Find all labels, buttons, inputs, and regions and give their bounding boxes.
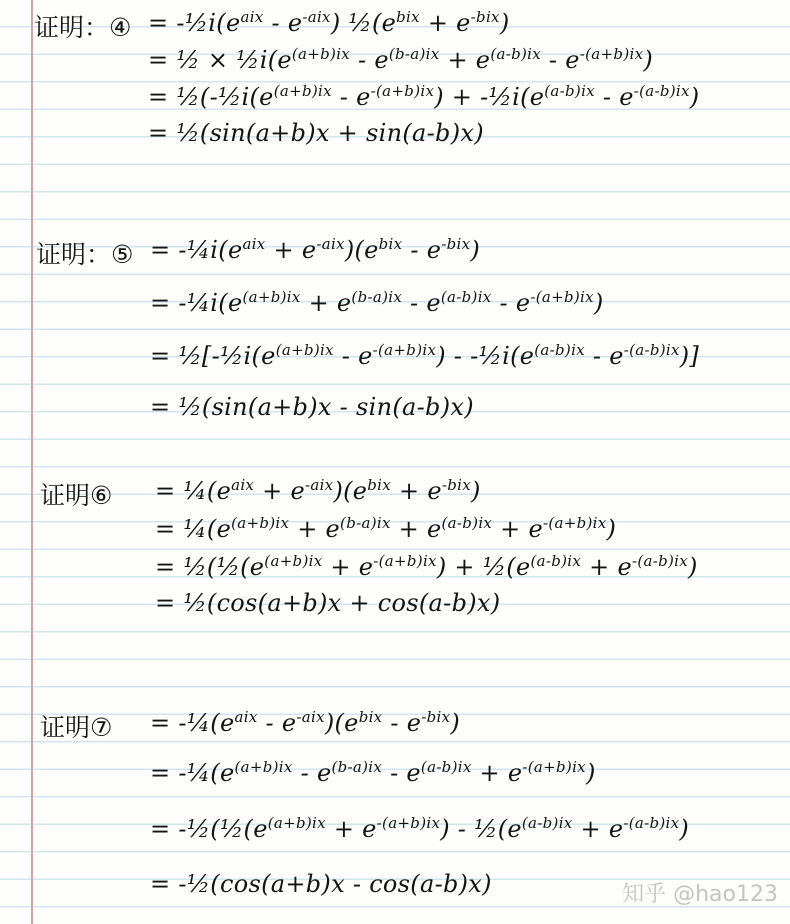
exponent: -(a-b)ix [623, 341, 680, 359]
exponent: -(a+b)ix [542, 514, 607, 532]
proof-5 [0, 225, 790, 425]
exponent: aix [234, 708, 258, 726]
exponent: bix [358, 708, 383, 726]
exponent: -(a+b)ix [376, 814, 441, 832]
equation-line: = ½(cos(a+b)x + cos(a-b)x) [155, 589, 501, 617]
exponent: (a+b)ix [231, 514, 290, 532]
exponent: (a+b)ix [273, 82, 332, 100]
exponent: (b-a)ix [351, 288, 403, 306]
equation-line: = $-\frac{1}{4}(e^{aix} - e^{-aix})(e^{bix} - e^{-bix})$ [150, 708, 461, 737]
exponent: -aix [296, 708, 325, 726]
exponent: bix [367, 476, 392, 494]
exponent: (b-a)ix [388, 45, 440, 63]
proof-4 [0, 0, 790, 170]
equation-line: = $-\frac{1}{4}(e^{(a+b)ix} - e^{(b-a)ix} - e^{(a-b)ix} + e^{-(a+b)ix})$ [150, 758, 596, 787]
exponent: aix [240, 8, 264, 26]
exponent: -aix [304, 476, 334, 494]
exponent: -(a-b)ix [623, 814, 680, 832]
exponent: (a+b)ix [264, 552, 323, 570]
exponent: aix [242, 235, 266, 253]
exponent: -bix [441, 235, 471, 253]
exponent: -bix [441, 476, 471, 494]
exponent: (a+b)ix [275, 341, 334, 359]
exponent: -(a+b)ix [373, 552, 437, 570]
proof-label: 证明：⑤ [36, 240, 134, 269]
exponent: bix [378, 235, 403, 253]
exponent: (a-b)ix [440, 288, 492, 306]
exponent: (a+b)ix [234, 758, 293, 776]
exponent: (b-a)ix [340, 514, 391, 532]
exponent: bix [396, 8, 420, 26]
equation-line: = -½(cos(a+b)x - cos(a-b)x) [150, 870, 492, 898]
exponent: -(a+b)ix [372, 341, 437, 359]
equation-line: = $\frac{1}{2}[-\frac{1}{2}i(e^{(a+b)ix} - e^{-(a+b)ix})$ - $-\frac{1}{2}i(e^{(a-b)ix} - e^{-(a-b)ix})$] [150, 341, 700, 370]
exponent: (a-b)ix [544, 82, 595, 100]
exponent: (a-b)ix [420, 758, 472, 776]
exponent: (a-b)ix [534, 341, 585, 359]
exponent: -(a+b)ix [370, 82, 435, 100]
exponent: -bix [421, 708, 451, 726]
exponent: -(a-b)ix [631, 552, 688, 570]
exponent: (a+b)ix [291, 45, 351, 63]
proof-6 [0, 468, 790, 628]
watermark: 知乎 @hao123 [622, 882, 778, 907]
equation-line: = $-\frac{1}{4}i(e^{(a+b)ix} + e^{(b-a)ix} - e^{(a-b)ix} - e^{-(a+b)ix})$ [150, 288, 604, 317]
equation-line: = ½ × $\frac{1}{2}i(e^{(a+b)ix} - e^{(b-a)ix} + e^{(a-b)ix} - e^{-(a+b)ix})$ [148, 45, 653, 74]
exponent: (a-b)ix [530, 552, 582, 570]
equation-line: = $-\frac{1}{2}i(e^{aix} - e^{-aix})$ $\frac{1}{2}(e^{bix} + e^{-bix})$ [148, 8, 510, 37]
equation-line: = $\frac{1}{4}(e^{(a+b)ix} + e^{(b-a)ix} + e^{(a-b)ix} + e^{-(a+b)ix})$ [155, 514, 617, 543]
proof-label: 证明：④ [34, 13, 132, 42]
exponent: (a+b)ix [242, 288, 301, 306]
equation-line: = ½(sin(a+b)x - sin(a-b)x) [150, 393, 474, 421]
exponent: (b-a)ix [331, 758, 383, 776]
proof-label: 证明⑥ [40, 481, 113, 510]
exponent: aix [231, 476, 255, 494]
exponent: (a-b)ix [441, 514, 493, 532]
equation-line: = $-\frac{1}{4}i(e^{aix} + e^{-aix})(e^{bix} - e^{-bix})$ [150, 235, 481, 264]
exponent: -(a+b)ix [579, 45, 644, 63]
equation-line: = $-\frac{1}{2}(\frac{1}{2}(e^{(a+b)ix} + e^{-(a+b)ix})$ - $\frac{1}{2}(e^{(a-b)ix} + e^{-(a-b)ix})$ [150, 814, 690, 843]
exponent: (a+b)ix [267, 814, 326, 832]
exponent: -(a-b)ix [633, 82, 690, 100]
exponent: -bix [470, 8, 500, 26]
exponent: -aix [302, 8, 331, 26]
equation-line: = $\frac{1}{4}(e^{aix} + e^{-aix})(e^{bix} + e^{-bix})$ [155, 476, 481, 505]
exponent: -(a+b)ix [522, 758, 586, 776]
equation-line: = $\frac{1}{2}(\frac{1}{2}(e^{(a+b)ix} + e^{-(a+b)ix})$ + $\frac{1}{2}(e^{(a-b)ix} + e^{-(a-b)ix})$ [155, 552, 698, 581]
exponent: -(a+b)ix [530, 288, 594, 306]
equation-line: = $\frac{1}{2}(-\frac{1}{2}i(e^{(a+b)ix} - e^{-(a+b)ix})$ + $-\frac{1}{2}i(e^{(a-b)ix} - e^{-(a-b)ix})$ [148, 82, 700, 111]
equation-line: = ½(sin(a+b)x + sin(a-b)x) [148, 119, 484, 147]
exponent: -aix [316, 235, 345, 253]
proof-label: 证明⑦ [40, 713, 113, 742]
exponent: (a-b)ix [490, 45, 541, 63]
exponent: (a-b)ix [521, 814, 573, 832]
